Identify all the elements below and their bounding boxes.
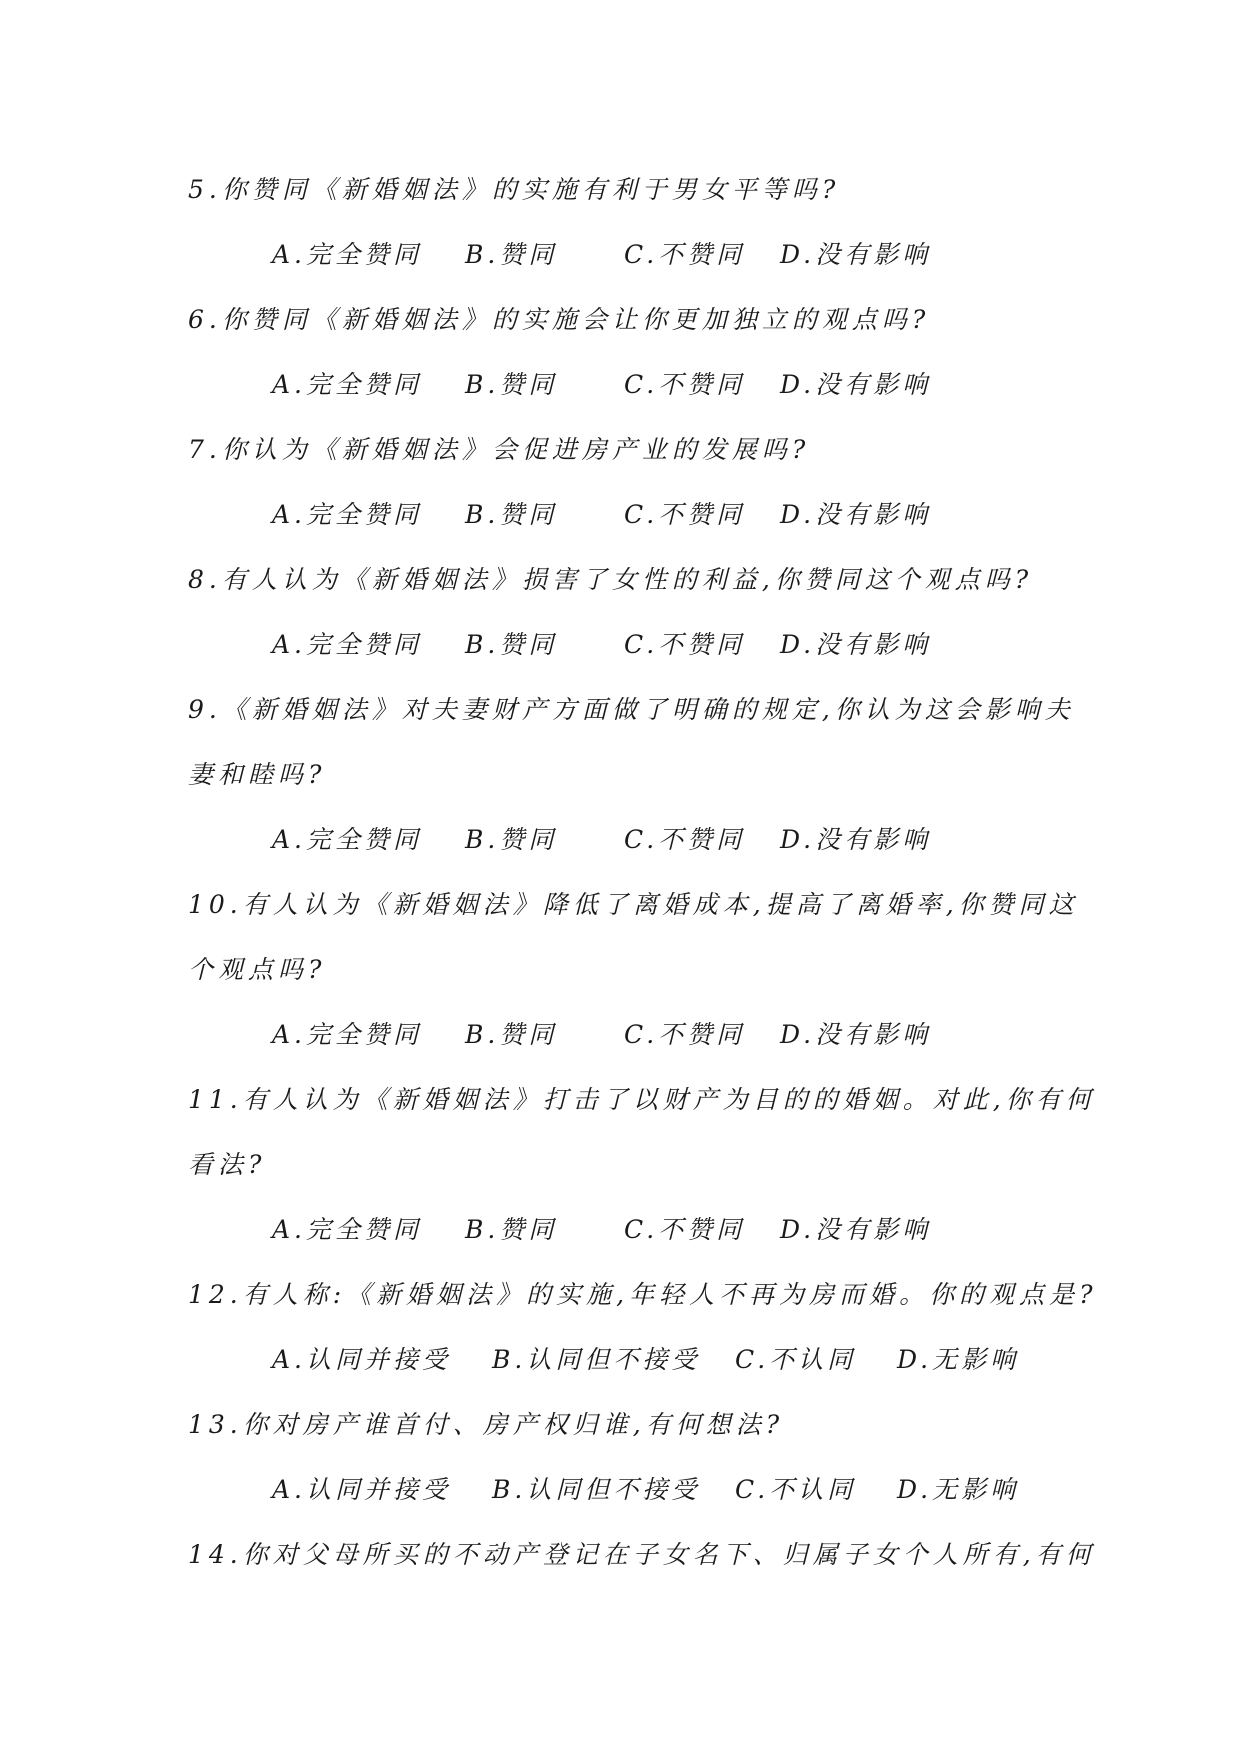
option-d: D.没有影响: [780, 240, 932, 269]
question-9-line-1: 9.《新婚姻法》对夫妻财产方面做了明确的规定,你认为这会影响夫: [188, 695, 1075, 724]
option-a: A.认同并接受: [272, 1475, 452, 1504]
option-b: B.认同但不接受: [492, 1345, 701, 1374]
option-a: A.完全赞同: [272, 500, 423, 529]
option-d: D.无影响: [897, 1345, 1020, 1374]
question-8: 8.有人认为《新婚姻法》损害了女性的利益,你赞同这个观点吗?: [188, 565, 1034, 594]
option-c: C.不赞同: [624, 825, 746, 854]
option-b: B.赞同: [465, 1215, 558, 1244]
question-10-line-1: 10.有人认为《新婚姻法》降低了离婚成本,提高了离婚率,你赞同这: [188, 890, 1079, 919]
option-c: C.不赞同: [624, 240, 746, 269]
option-b: B.赞同: [465, 370, 558, 399]
option-d: D.没有影响: [780, 825, 932, 854]
option-c: C.不赞同: [624, 500, 746, 529]
question-11-line-1: 11.有人认为《新婚姻法》打击了以财产为目的的婚姻。对此,你有何: [188, 1085, 1096, 1114]
option-c: C.不认同: [735, 1345, 857, 1374]
option-b: B.赞同: [465, 825, 558, 854]
option-c: C.不认同: [735, 1475, 857, 1504]
option-d: D.没有影响: [780, 1215, 932, 1244]
question-7: 7.你认为《新婚姻法》会促进房产业的发展吗?: [188, 435, 811, 464]
option-d: D.没有影响: [780, 370, 932, 399]
option-c: C.不赞同: [624, 1020, 746, 1049]
question-11-line-2: 看法?: [188, 1150, 267, 1179]
option-b: B.赞同: [465, 240, 558, 269]
option-a: A.完全赞同: [272, 1215, 423, 1244]
question-13: 13.你对房产谁首付、房产权归谁,有何想法?: [188, 1410, 785, 1439]
option-a: A.完全赞同: [272, 825, 423, 854]
option-a: A.完全赞同: [272, 630, 423, 659]
option-d: D.无影响: [897, 1475, 1020, 1504]
option-b: B.赞同: [465, 500, 558, 529]
option-c: C.不赞同: [624, 630, 746, 659]
option-d: D.没有影响: [780, 500, 932, 529]
option-b: B.认同但不接受: [492, 1475, 701, 1504]
option-a: A.完全赞同: [272, 370, 423, 399]
question-6: 6.你赞同《新婚姻法》的实施会让你更加独立的观点吗?: [188, 305, 931, 334]
question-14: 14.你对父母所买的不动产登记在子女名下、归属子女个人所有,有何: [188, 1540, 1096, 1569]
question-9-line-2: 妻和睦吗?: [188, 760, 327, 789]
question-5: 5.你赞同《新婚姻法》的实施有利于男女平等吗?: [188, 175, 841, 204]
option-d: D.没有影响: [780, 1020, 932, 1049]
option-a: A.完全赞同: [272, 240, 423, 269]
option-c: C.不赞同: [624, 1215, 746, 1244]
option-d: D.没有影响: [780, 630, 932, 659]
option-a: A.完全赞同: [272, 1020, 423, 1049]
option-b: B.赞同: [465, 1020, 558, 1049]
option-c: C.不赞同: [624, 370, 746, 399]
question-12: 12.有人称:《新婚姻法》的实施,年轻人不再为房而婚。你的观点是?: [188, 1280, 1098, 1309]
option-b: B.赞同: [465, 630, 558, 659]
question-10-line-2: 个观点吗?: [188, 955, 327, 984]
option-a: A.认同并接受: [272, 1345, 452, 1374]
